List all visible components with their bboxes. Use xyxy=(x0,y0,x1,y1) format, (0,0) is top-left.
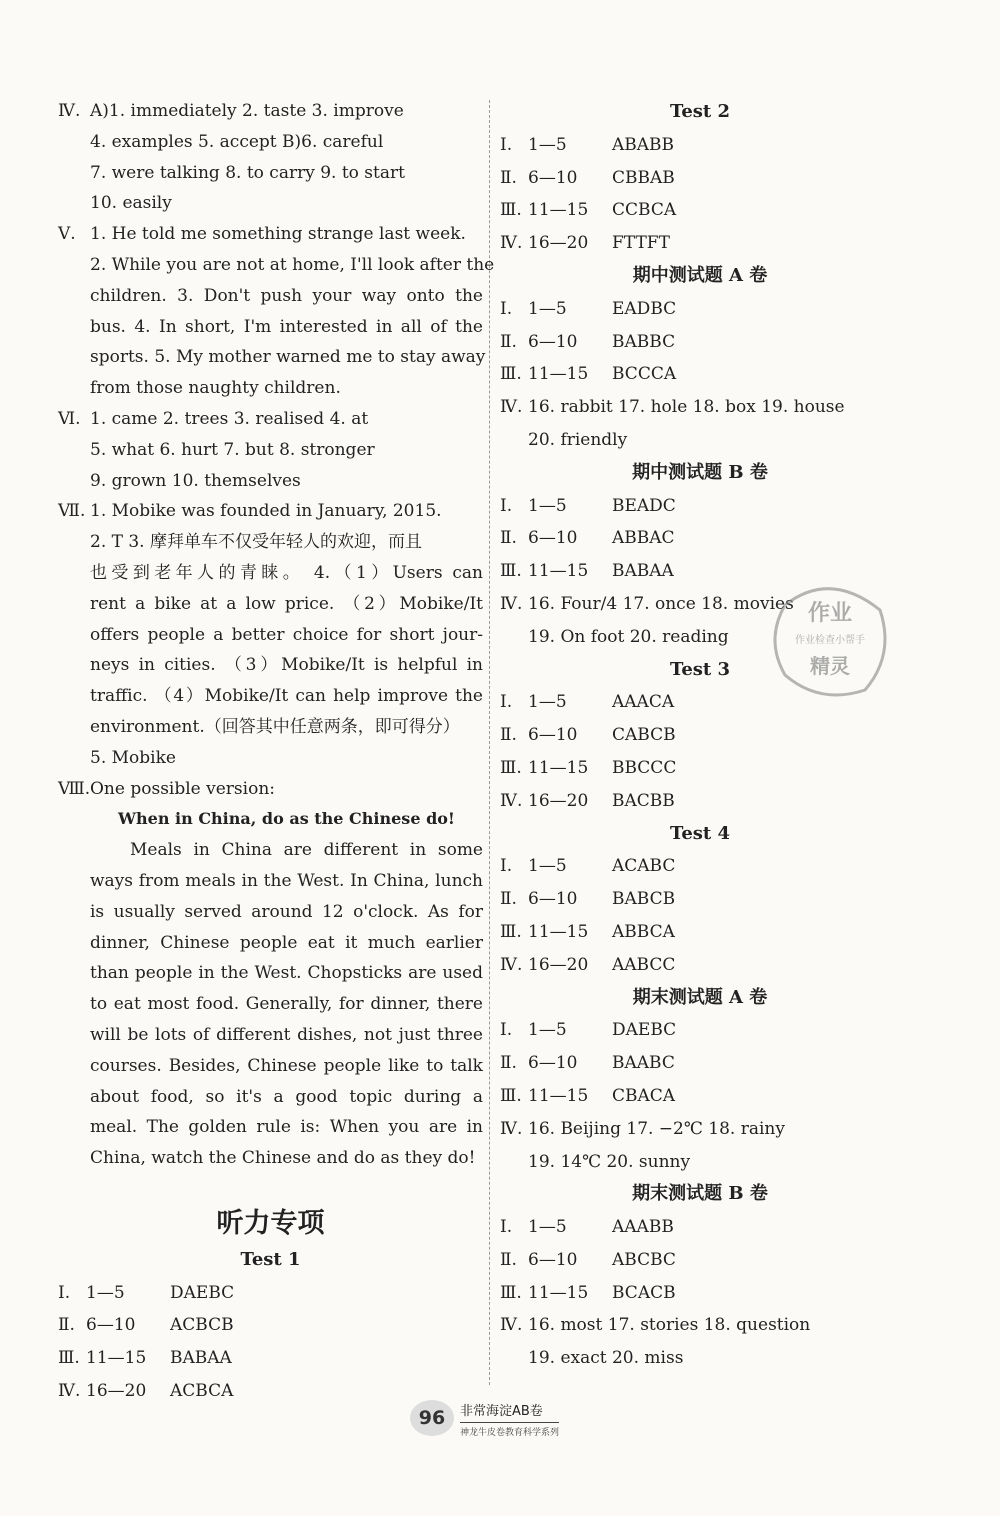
answer-line: from those naughty children. xyxy=(90,378,341,399)
answer-line: 9. grown 10. themselves xyxy=(90,470,301,491)
answer-row: Ⅰ. 1—5 ABABB xyxy=(500,134,675,155)
section-vi xyxy=(58,404,483,496)
answer-row: Ⅱ. 6—10 CABCB xyxy=(500,725,676,746)
answer-line: A)1. immediately 2. taste 3. improve xyxy=(90,101,404,121)
answer-line: rent a bike at a low price. （2）Mobike/It xyxy=(90,593,483,614)
answer-line: 也受到老年人的青睐。 4.（1）Users can xyxy=(90,562,483,583)
answer-line: 7. were talking 8. to carry 9. to start xyxy=(90,162,405,183)
answer-row: Ⅳ. 16. Four/4 17. once 18. movies xyxy=(500,593,794,614)
section-vii xyxy=(58,496,483,773)
section-number: Ⅶ. xyxy=(58,501,86,522)
answer-row: Ⅳ. 16. rabbit 17. hole 18. box 19. house xyxy=(500,397,845,418)
essay-body: Meals in China are different in some ways from meals in the West. In China, lunch is usually served around 12 o'clock. As for dinner, Chinese people eat it much earlier than people in the West. Chopsticks are used to eat most food. Generally, for dinner, there will be lots of different dishes, not just three courses. Besides, Chinese people like to talk about food, so it's a good topic during a meal. The golden rule is: When you are in China, watch the Chinese and do as they do! xyxy=(90,840,483,1169)
section-number: Ⅵ. xyxy=(58,408,81,429)
answer-row: Ⅱ. 6—10 ABCBC xyxy=(500,1249,676,1270)
answer-row: 19. 14℃ 20. sunny xyxy=(528,1151,691,1172)
test-title: Test 4 xyxy=(669,822,731,844)
essay-intro: One possible version: xyxy=(90,778,275,799)
answer-row: Ⅱ. 6—10 ACBCB xyxy=(58,1315,234,1336)
answer-row: Ⅱ. 6—10 BABBC xyxy=(500,331,676,352)
test1-block xyxy=(58,1244,483,1408)
answer-line: offers people a better choice for short jour- xyxy=(90,624,483,645)
answer-row: Ⅲ. 11—15 CCBCA xyxy=(500,200,677,221)
test-title: Test 1 xyxy=(240,1248,301,1270)
svg-text:精灵: 精灵 xyxy=(810,654,850,678)
answer-row: Ⅳ. 16—20 AABCC xyxy=(500,954,676,975)
column-divider xyxy=(489,100,490,1385)
answer-row: Ⅲ. 11—15 BBCCC xyxy=(500,757,677,778)
essay-title: When in China, do as the Chinese do! xyxy=(118,809,455,829)
midterm-a-block xyxy=(500,260,900,457)
answer-row: 19. On foot 20. reading xyxy=(528,626,729,647)
svg-text:作业检查小帮手: 作业检查小帮手 xyxy=(795,635,865,646)
answer-row: Ⅰ. 1—5 ACABC xyxy=(500,856,676,877)
answer-line: 5. what 6. hurt 7. but 8. stronger xyxy=(90,439,375,460)
section-v xyxy=(58,219,495,404)
answer-row: Ⅱ. 6—10 CBBAB xyxy=(500,167,675,188)
answer-row: Ⅳ. 16—20 FTTFT xyxy=(500,233,670,254)
answer-line: traffic. （4）Mobike/It can help improve the xyxy=(90,686,483,707)
answer-line: 1. He told me something strange last week. xyxy=(90,224,466,245)
test4-block xyxy=(500,818,900,982)
watermark-stamp-icon xyxy=(760,565,900,705)
answer-line: 10. easily xyxy=(90,193,172,214)
answer-row: Ⅳ. 16. Beijing 17. −2℃ 18. rainy xyxy=(500,1118,785,1139)
test2-block xyxy=(500,96,900,260)
answer-row: Ⅰ. 1—5 BEADC xyxy=(500,495,676,516)
answer-row: Ⅰ. 1—5 DAEBC xyxy=(500,1020,677,1041)
footer-subtitle: 神龙牛皮卷教育科学系列 xyxy=(460,1422,559,1438)
answer-row: 19. exact 20. miss xyxy=(528,1348,684,1369)
svg-text:作业: 作业 xyxy=(807,601,853,626)
section-number: Ⅷ. xyxy=(58,778,91,799)
test-title: 期中测试题 B 卷 xyxy=(632,461,768,483)
answer-line: 2. While you are not at home, I'll look after the xyxy=(90,254,495,275)
footer-title: 非常海淀AB卷 xyxy=(460,1404,543,1419)
answer-row: Ⅱ. 6—10 ABBAC xyxy=(500,528,675,549)
answer-line: children. 3. Don't push your way onto the xyxy=(90,285,483,306)
answer-row: Ⅲ. 11—15 BCACB xyxy=(500,1282,676,1303)
answer-row: 20. friendly xyxy=(528,429,628,450)
answer-row: Ⅰ. 1—5 EADBC xyxy=(500,298,677,319)
answer-row: Ⅳ. 16—20 ACBCA xyxy=(58,1381,234,1402)
answer-line: 5. Mobike xyxy=(90,747,176,768)
left-column xyxy=(58,96,495,1408)
final-a-block xyxy=(500,982,900,1179)
section-number: Ⅴ. xyxy=(58,224,76,245)
answer-row: Ⅰ. 1—5 AAABB xyxy=(500,1217,674,1238)
section-iv xyxy=(58,96,483,219)
answer-row: Ⅱ. 6—10 BABCB xyxy=(500,889,676,910)
answer-row: Ⅳ. 16—20 BACBB xyxy=(500,790,675,811)
test-title: Test 3 xyxy=(669,658,731,680)
test-title: 期末测试题 B 卷 xyxy=(632,1183,768,1205)
right-column xyxy=(500,96,900,1375)
answer-row: Ⅱ. 6—10 BAABC xyxy=(500,1053,675,1074)
section-number: Ⅳ. xyxy=(58,101,81,121)
test-title: Test 2 xyxy=(669,101,731,122)
page-number: 96 xyxy=(410,1400,454,1436)
answer-line: sports. 5. My mother warned me to stay away xyxy=(90,347,486,368)
answer-row: Ⅲ. 11—15 BABAA xyxy=(58,1348,232,1369)
answer-row: Ⅳ. 16. most 17. stories 18. question xyxy=(500,1315,811,1336)
answer-line: bus. 4. In short, I'm interested in all of the xyxy=(90,316,483,337)
answer-line: neys in cities. （3）Mobike/It is helpful in xyxy=(90,655,483,676)
answer-row: Ⅲ. 11—15 ABBCA xyxy=(500,921,675,942)
listening-section-title: 听力专项 xyxy=(216,1207,325,1239)
answer-row: Ⅲ. 11—15 BABAA xyxy=(500,561,674,582)
answer-row: Ⅲ. 11—15 BCCCA xyxy=(500,364,677,385)
answer-line: environment.（回答其中任意两条，即可得分） xyxy=(90,716,460,737)
test-title: 期中测试题 A 卷 xyxy=(632,264,768,286)
answer-line: 2. T 3. 摩拜单车不仅受年轻人的欢迎，而且 xyxy=(90,532,422,553)
answer-row: Ⅲ. 11—15 CBACA xyxy=(500,1085,676,1106)
answer-line: 1. Mobike was founded in January, 2015. xyxy=(90,501,442,522)
test-title: 期末测试题 A 卷 xyxy=(632,986,768,1008)
answer-row: Ⅰ. 1—5 DAEBC xyxy=(58,1282,235,1303)
section-viii xyxy=(58,774,483,1174)
answer-line: 4. examples 5. accept B)6. careful xyxy=(90,131,384,152)
answer-row: Ⅰ. 1—5 AAACA xyxy=(500,692,675,713)
final-b-block xyxy=(500,1178,900,1375)
answer-line: 1. came 2. trees 3. realised 4. at xyxy=(90,408,369,429)
